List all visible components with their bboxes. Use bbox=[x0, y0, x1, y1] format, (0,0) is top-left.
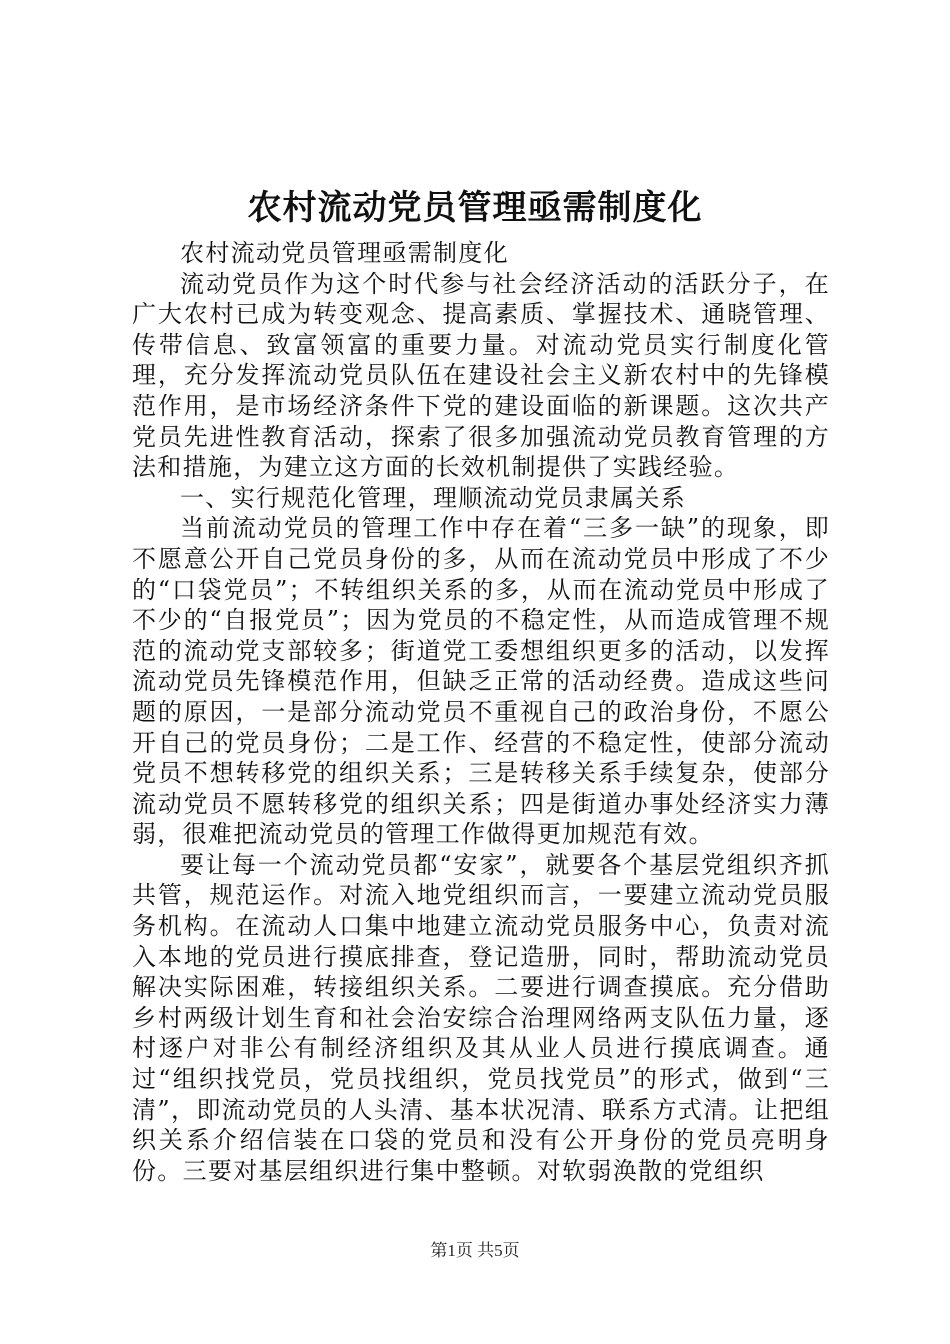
page-footer: 第1页 共5页 bbox=[430, 1241, 520, 1260]
body-paragraph-intro: 流动党员作为这个时代参与社会经济活动的活跃分子，在广大农村已成为转变观念、提高素质、掌握技术、通晓管理、传带信息、致富领富的重要力量。对流动党员实行制度化管理，充分发挥流动党员队伍在建设社会主义新农村中的先锋模范作用，是市场经济条件下党的建设面临的新课题。这次共产党员先进性教育活动，探索了很多加强流动党员教育管理的方法和措施，为建立这方面的长效机制提供了实践经验。 bbox=[132, 269, 830, 482]
body-paragraph-subtitle: 农村流动党员管理亟需制度化 bbox=[180, 239, 509, 267]
body-paragraph-measures: 要让每一个流动党员都“安家”，就要各个基层党组织齐抓共管，规范运作。对流入地党组织而言，一要建立流动党员服务机构。在流动人口集中地建立流动党员服务中心，负责对流入本地的党员进行摸底排查，登记造册，同时，帮助流动党员解决实际困难，转接组织关系。二要进行调查摸底。充分借助乡村两级计划生育和社会治安综合治理网络两支队伍力量，逐村逐户对非公有制经济组织及其从业人员进行摸底调查。通过“组织找党员，党员找组织，党员找党员”的形式，做到“三清”，即流动党员的人头清、基本状况清、联系方式清。让把组织关系介绍信装在口袋的党员和没有公开身份的党员亮明身份。三要对基层组织进行集中整顿。对软弱涣散的党组织 bbox=[132, 850, 830, 1185]
body-paragraph-problems: 当前流动党员的管理工作中存在着“三多一缺”的现象，即不愿意公开自己党员身份的多，从而在流动党员中形成了不少的“口袋党员”；不转组织关系的多，从而在流动党员中形成了不少的“自报党员”；因为党员的不稳定性，从而造成管理不规范的流动党支部较多；街道党工委想组织更多的活动，以发挥流动党员先锋模范作用，但缺乏正常的活动经费。造成这些问题的原因，一是部分流动党员不重视自己的政治身份，不愿公开自己的党员身份；二是工作、经营的不稳定性，使部分流动党员不想转移党的组织关系；三是转移关系手续复杂，使部分流动党员不愿转移党的组织关系；四是街道办事处经济实力薄弱，很难把流动党员的管理工作做得更加规范有效。 bbox=[132, 514, 830, 849]
document-body bbox=[132, 238, 830, 1186]
section-heading-1: 一、实行规范化管理，理顺流动党员隶属关系 bbox=[180, 483, 686, 512]
document-title: 农村流动党员管理亟需制度化 bbox=[247, 188, 703, 228]
